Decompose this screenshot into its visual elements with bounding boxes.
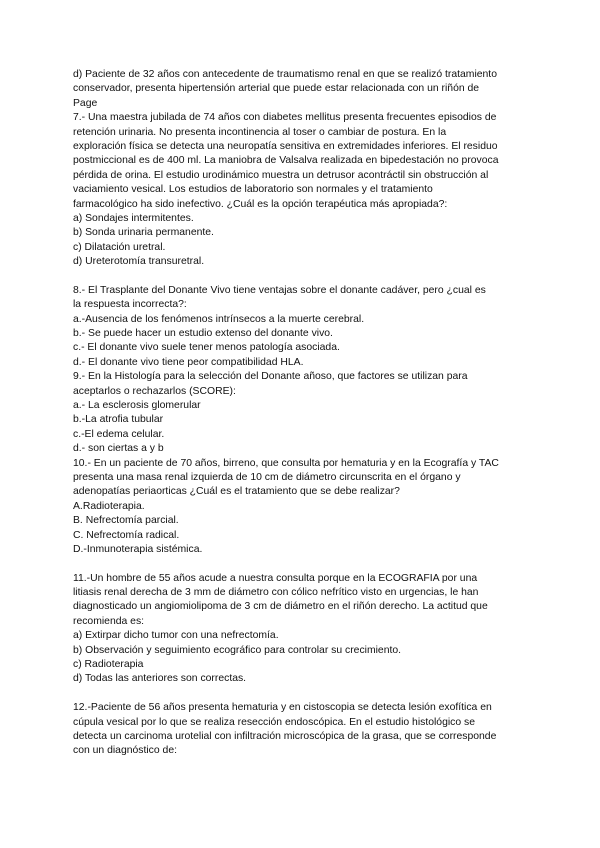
question-text-line: exploración física se detecta una neuropatía sensitiva en extremidades inferiores. El residuo	[73, 140, 498, 152]
answer-option: c) Radioterapia	[73, 659, 144, 671]
question-text-line: 8.- El Trasplante del Donante Vivo tiene ventajas sobre el donante cadáver, pero ¿cual es	[73, 284, 486, 296]
answer-option: a.-Ausencia de los fenómenos intrínsecos a la muerte cerebral.	[73, 313, 365, 325]
answer-option: a) Extirpar dicho tumor con una nefrectomía.	[73, 630, 279, 642]
paragraph-gap	[73, 557, 543, 571]
question-text-line: adenopatías periaorticas ¿Cuál es el tratamiento que se debe realizar?	[73, 486, 400, 498]
answer-option: c.- El donante vivo suele tener menos patología asociada.	[73, 342, 340, 354]
answer-option: a.- La esclerosis glomerular	[73, 399, 201, 411]
answer-option: d) Ureterotomía transuretral.	[73, 256, 205, 268]
answer-option: b.- Se puede hacer un estudio extenso del donante vivo.	[73, 328, 333, 340]
question-text-line: cúpula vesical por lo que se realiza resección endoscópica. En el estudio histológico se	[73, 716, 476, 728]
text-line: d) Paciente de 32 años con antecedente de traumatismo renal en que se realizó tratamiento	[73, 69, 497, 80]
answer-option: b) Sonda urinaria permanente.	[73, 227, 214, 239]
question-text-line: pérdida de orina. El estudio urodinámico muestra un detrusor acontráctil sin obstrucción al	[73, 169, 489, 181]
text-line: conservador, presenta hipertensión arterial que puede estar relacionada con un riñón de	[73, 83, 480, 95]
question-text-line: 7.- Una maestra jubilada de 74 años con diabetes mellitus presenta frecuentes episodios de	[73, 112, 497, 124]
question-text-line: retención urinaria. No presenta incontinencia al toser o cambiar de postura. En la	[73, 126, 447, 138]
question-text-line: 11.-Un hombre de 55 años acude a nuestra consulta porque en la ECOGRAFIA por una	[73, 572, 478, 584]
question-text-line: diagnosticado un angiomiolipoma de 3 cm de diámetro en el riñón derecho. La actitud que	[73, 601, 488, 613]
questions-8-10-block	[73, 284, 543, 557]
question-text-line: vaciamiento vesical. Los estudios de laboratorio son normales y el tratamiento	[73, 184, 433, 196]
question-text-line: 10.- En un paciente de 70 años, birreno, que consulta por hematuria y en la Ecografía y TAC	[73, 457, 499, 469]
question-text-line: la respuesta incorrecta?:	[73, 299, 187, 311]
question-text-line: aceptarlos o rechazarlos (SCORE):	[73, 385, 236, 397]
answer-option: c) Dilatación uretral.	[73, 241, 166, 253]
question-text-line: litiasis renal derecha de 3 mm de diámetro con cólico nefrítico visto en urgencias, le han	[73, 587, 479, 599]
answer-option: c.-El edema celular.	[73, 428, 165, 440]
answer-option: D.-Inmunoterapia sistémica.	[73, 543, 203, 555]
answer-option: d.- son ciertas a y b	[73, 443, 164, 455]
question-text-line: con un diagnóstico de:	[73, 745, 177, 757]
question-text-line: recomienda es:	[73, 615, 145, 627]
answer-option: d.- El donante vivo tiene peor compatibilidad HLA.	[73, 356, 304, 368]
question-text-line: 12.-Paciente de 56 años presenta hematuria y en cistoscopia se detecta lesión exofítica en	[73, 702, 492, 714]
answer-option: b.-La atrofia tubular	[73, 414, 164, 426]
question-text-line: postmiccional es de 400 ml. La maniobra de Valsalva realizada en bipedestación no provoca	[73, 155, 499, 167]
question-text-line: detecta un carcinoma urotelial con infiltración microscópica de la grasa, que se corresponde	[73, 730, 497, 742]
paragraph-gap	[73, 269, 543, 283]
question-12-block	[73, 701, 543, 759]
question-text-line: farmacológico ha sido inefectivo. ¿Cuál es la opción terapéutica más apropiada?:	[73, 198, 448, 210]
question-11-block	[73, 572, 543, 687]
answer-option: C. Nefrectomía radical.	[73, 529, 180, 541]
document-body	[73, 68, 543, 759]
question-6d-block	[73, 68, 543, 111]
question-text-line: 9.- En la Histología para la selección del Donante añoso, que factores se utilizan para	[73, 371, 468, 383]
answer-option: a) Sondajes intermitentes.	[73, 212, 194, 224]
paragraph-gap	[73, 687, 543, 701]
question-7-block	[73, 111, 543, 269]
answer-option: d) Todas las anteriores son correctas.	[73, 673, 247, 685]
answer-option: B. Nefrectomía parcial.	[73, 515, 179, 527]
answer-option: A.Radioterapia.	[73, 500, 145, 512]
question-text-line: presenta una masa renal izquierda de 10 cm de diámetro circunscrita en el órgano y	[73, 471, 461, 483]
answer-option: b) Observación y seguimiento ecográfico para controlar su crecimiento.	[73, 644, 402, 656]
text-line: Page	[73, 97, 98, 109]
